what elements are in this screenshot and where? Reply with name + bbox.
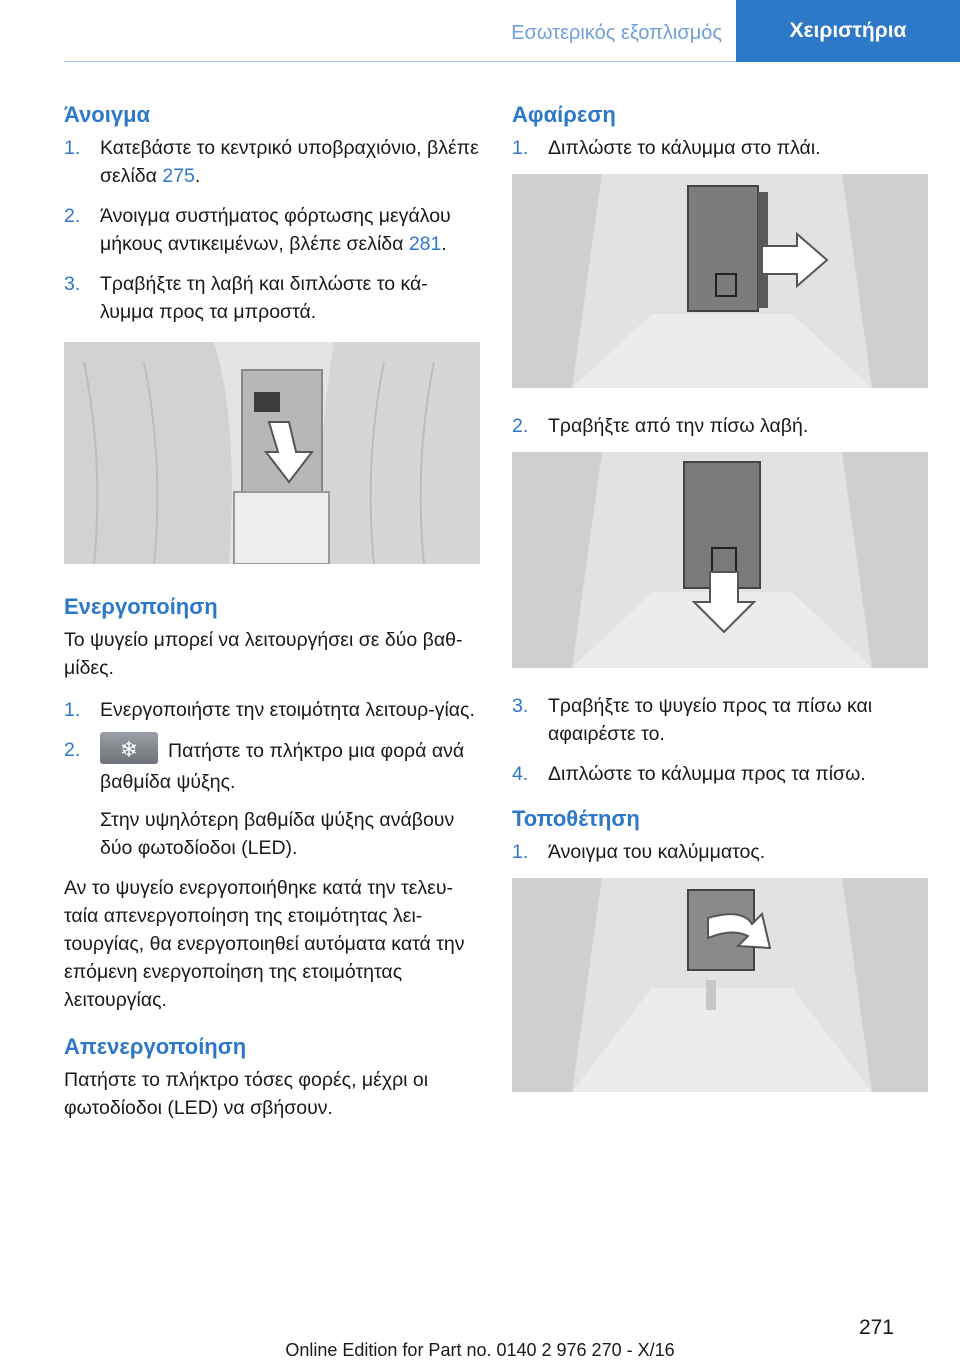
page-number: 271 bbox=[858, 1316, 894, 1339]
cooling-button-image bbox=[100, 732, 158, 764]
step-number: 1. bbox=[64, 137, 81, 159]
left-column bbox=[64, 96, 480, 1136]
snowflake-icon: ❄ bbox=[119, 737, 139, 762]
step-text: Πατήστε το πλήκτρο μια φορά ανά βαθμίδα ψύξης. bbox=[100, 740, 465, 793]
step-text: Τραβήξτε τη λαβή και διπλώστε το κά-λυμμα προς τα μπροστά. bbox=[100, 273, 428, 323]
step-text: Διπλώστε το κάλυμμα προς τα πίσω. bbox=[548, 763, 866, 785]
step-subnote: Στην υψηλότερη βαθμίδα ψύξης ανάβουν δύο φωτοδίοδοι (LED). bbox=[100, 809, 455, 859]
step-number: 1. bbox=[64, 699, 81, 721]
step-number: 1. bbox=[512, 841, 529, 863]
header-divider bbox=[64, 61, 736, 62]
header-chapter-tab: Χειριστήρια bbox=[736, 0, 960, 62]
removal-heading: Αφαίρεση bbox=[512, 102, 616, 127]
step-number: 2. bbox=[64, 739, 81, 761]
header-section-title: Εσωτερικός εξοπλισμός bbox=[511, 22, 722, 44]
activation-steps bbox=[64, 696, 480, 862]
activation-heading: Ενεργοποίηση bbox=[64, 594, 218, 619]
list-item bbox=[512, 134, 928, 162]
list-item bbox=[64, 696, 480, 724]
install-heading: Τοποθέτηση bbox=[512, 806, 640, 831]
opening-steps bbox=[64, 134, 480, 326]
page-link[interactable]: 281 bbox=[408, 233, 442, 255]
page-header bbox=[0, 0, 960, 62]
list-item bbox=[64, 736, 480, 862]
step-number: 4. bbox=[512, 763, 529, 785]
list-item bbox=[512, 692, 928, 748]
step-text-end: . bbox=[194, 165, 201, 187]
removal-steps-a bbox=[512, 134, 928, 162]
pull-handle-illustration bbox=[512, 452, 928, 668]
step-text: Διπλώστε το κάλυμμα στο πλάι. bbox=[548, 137, 821, 159]
fold-cover-illustration bbox=[512, 174, 928, 388]
page-link[interactable]: 275 bbox=[162, 165, 195, 187]
list-item bbox=[64, 134, 480, 190]
step-text: Άνοιγμα του καλύμματος. bbox=[548, 841, 766, 863]
install-steps bbox=[512, 838, 928, 866]
opening-heading: Άνοιγμα bbox=[64, 102, 151, 127]
removal-steps-b bbox=[512, 412, 928, 440]
deactivation-text: Πατήστε το πλήκτρο τόσες φορές, μέχρι οι φωτοδίοδοι (LED) να σβήσουν. bbox=[64, 1069, 429, 1119]
step-text: Άνοιγμα συστήματος φόρτωσης μεγάλου μήκους αντικειμένων, βλέπε σελίδα bbox=[100, 205, 451, 255]
edition-footer: Online Edition for Part no. 0140 2 976 270 - X/16 bbox=[285, 1340, 675, 1360]
list-item bbox=[64, 202, 480, 258]
activation-intro: Το ψυγείο μπορεί να λειτουργήσει σε δύο βαθ-μίδες. bbox=[64, 629, 463, 679]
step-number: 2. bbox=[512, 415, 529, 437]
step-text: Τραβήξτε από την πίσω λαβή. bbox=[548, 415, 809, 437]
step-number: 3. bbox=[64, 273, 81, 295]
list-item bbox=[512, 760, 928, 788]
step-number: 1. bbox=[512, 137, 529, 159]
step-text: Τραβήξτε το ψυγείο προς τα πίσω και αφαιρέστε το. bbox=[548, 695, 873, 745]
step-number: 3. bbox=[512, 695, 529, 717]
step-text-end: . bbox=[441, 233, 447, 255]
armrest-illustration bbox=[64, 342, 480, 564]
right-column bbox=[512, 96, 928, 1116]
step-text: Ενεργοποιήστε την ετοιμότητα λειτουρ-γίας. bbox=[100, 699, 475, 721]
removal-steps-c bbox=[512, 692, 928, 788]
step-text: Κατεβάστε το κεντρικό υποβραχιόνιο, βλέπε σελίδα bbox=[100, 137, 479, 187]
deactivation-heading: Απενεργοποίηση bbox=[64, 1034, 247, 1059]
open-cover-illustration bbox=[512, 878, 928, 1092]
list-item bbox=[512, 838, 928, 866]
step-number: 2. bbox=[64, 205, 81, 227]
list-item bbox=[64, 270, 480, 326]
list-item bbox=[512, 412, 928, 440]
activation-note: Αν το ψυγείο ενεργοποιήθηκε κατά την τελευ-ταία απενεργοποίηση της ετοιμότητας λει-τουργίας, θα ενεργοποιηθεί αυτόματα κατά την επόμενη ενεργοποίηση της ετοιμότητας λειτουργίας. bbox=[64, 877, 465, 1011]
